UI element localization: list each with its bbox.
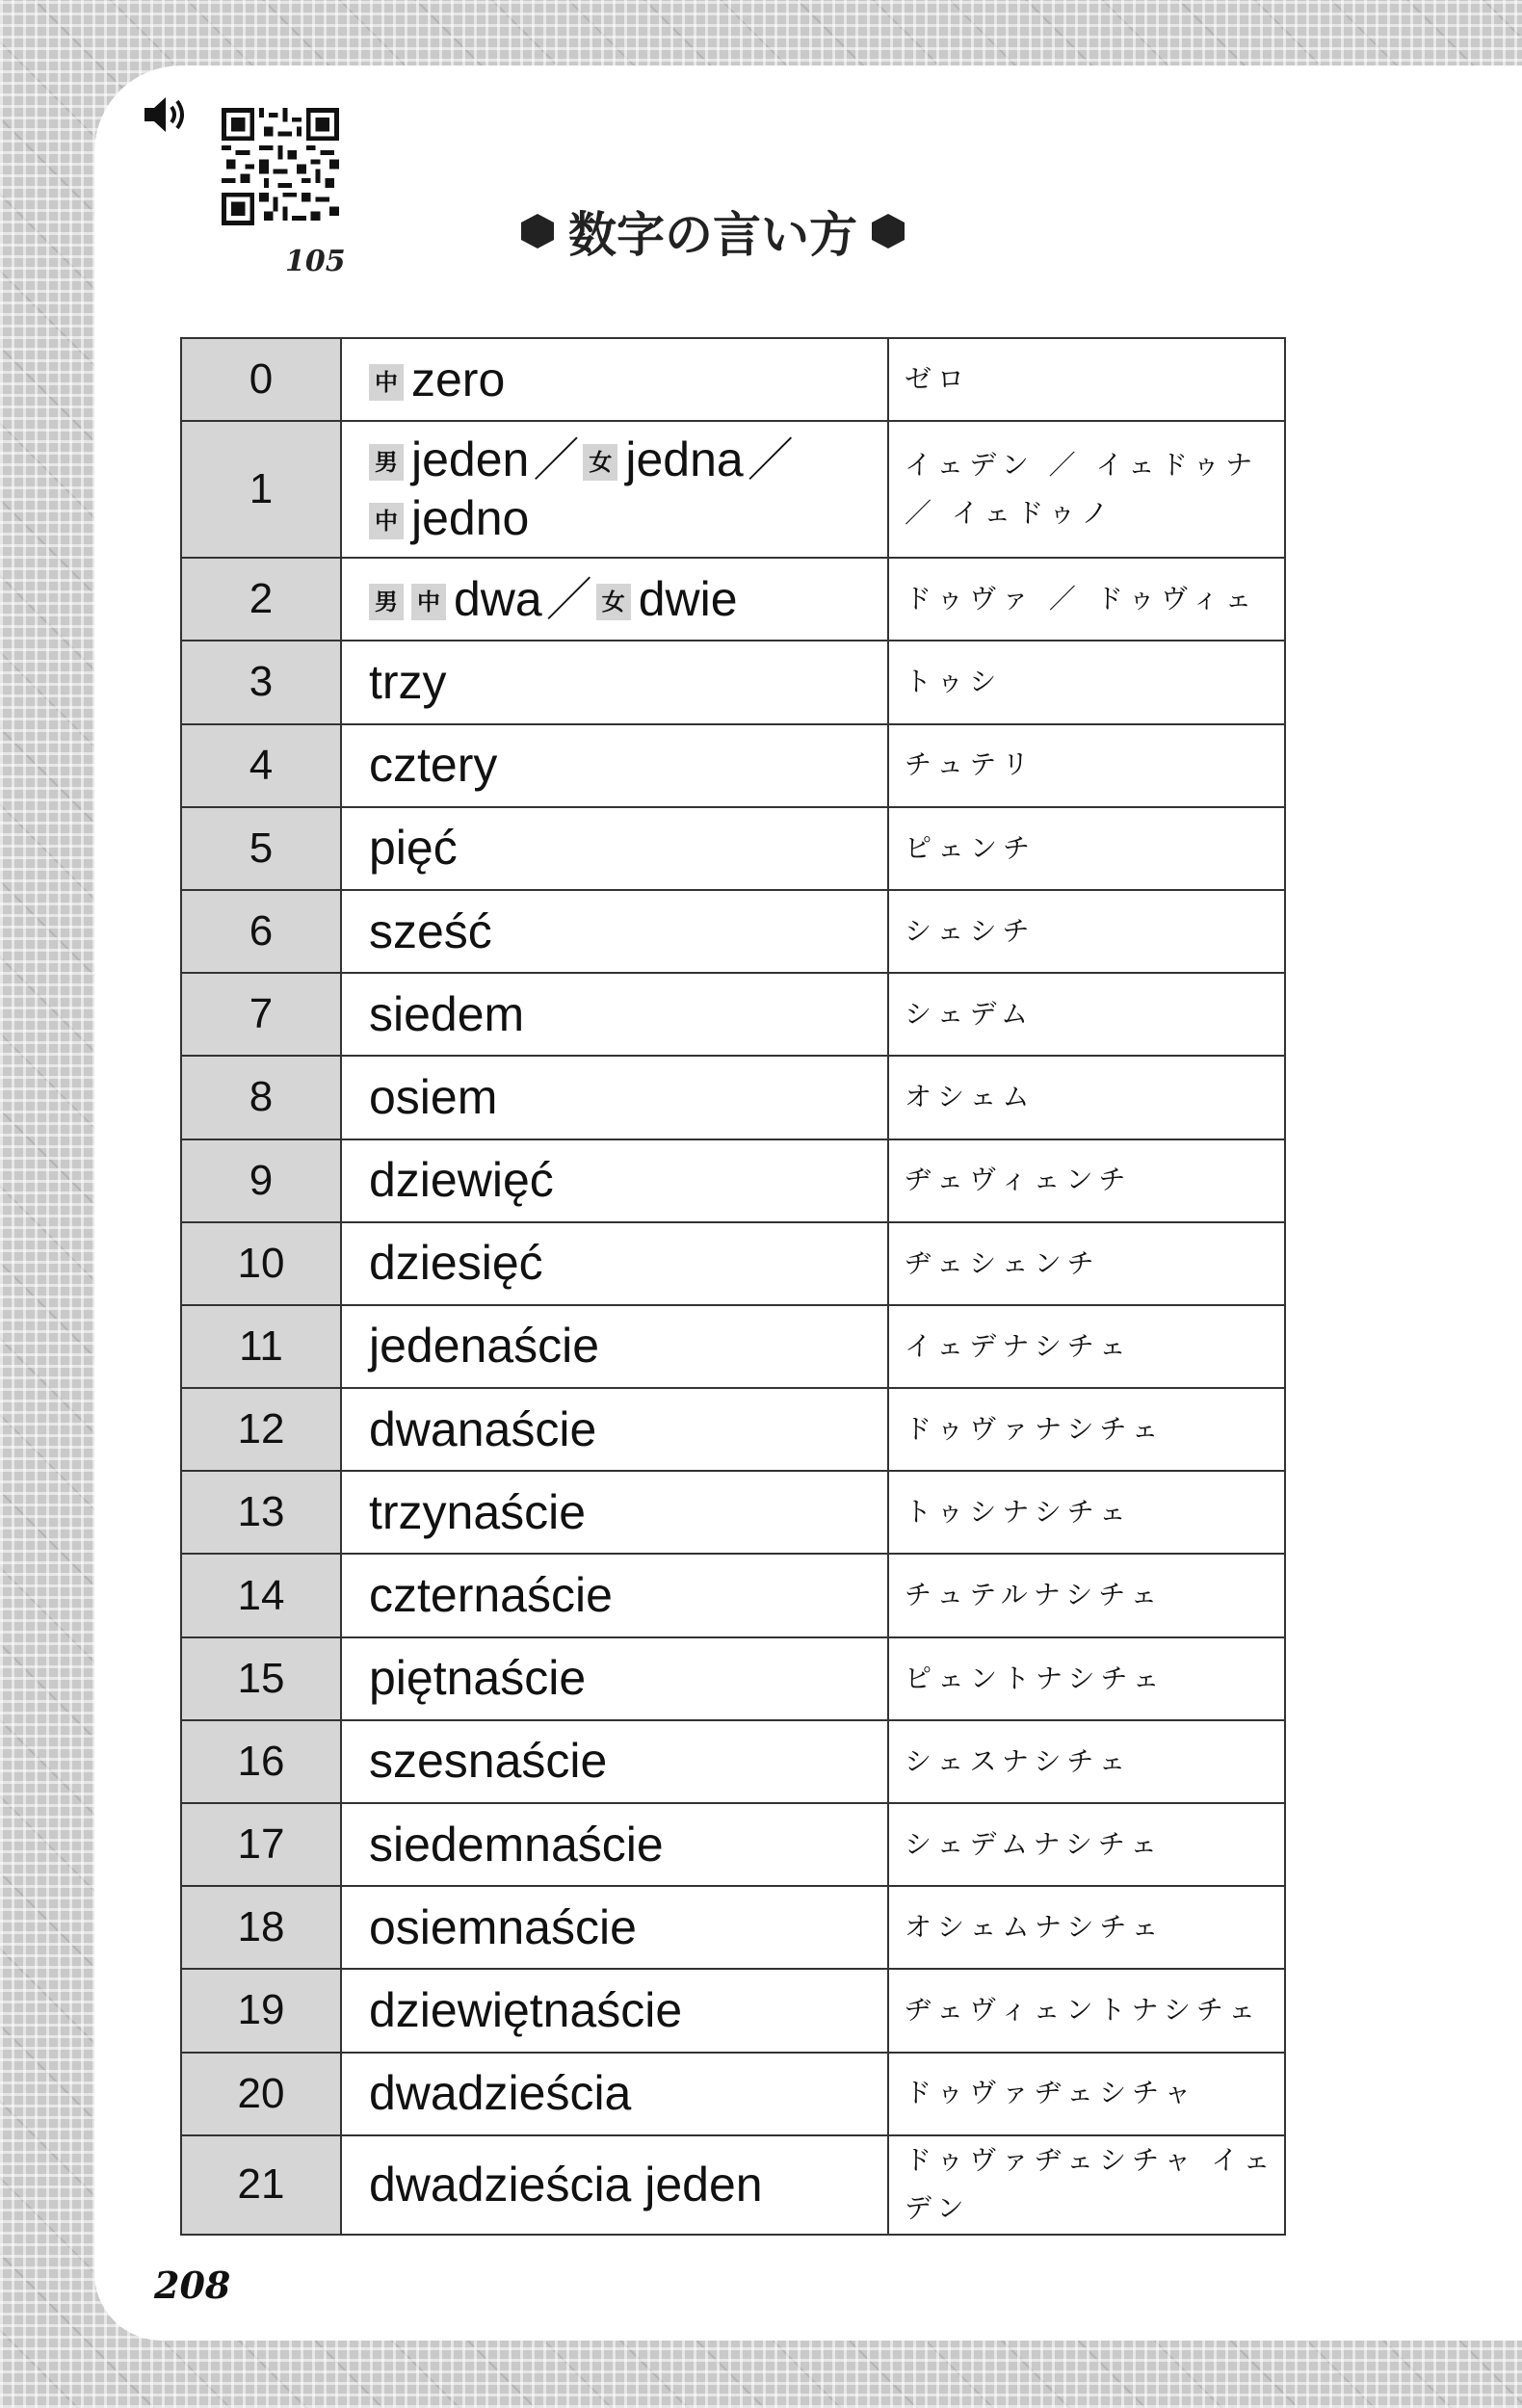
reading-cell: ドゥヴァヂェシチャ bbox=[888, 2053, 1285, 2135]
table-row bbox=[181, 1554, 1285, 1636]
polish-word-cell: dziewięć bbox=[341, 1139, 888, 1222]
reading-cell: シェデムナシチェ bbox=[888, 1803, 1285, 1886]
number-cell: 0 bbox=[181, 338, 341, 421]
polish-word: dwie bbox=[638, 571, 738, 626]
reading-cell: ドゥヴァヂェシチャ イェデン bbox=[888, 2135, 1285, 2235]
table-row bbox=[181, 2135, 1285, 2235]
reading-cell: シェデム bbox=[888, 973, 1285, 1056]
polish-word: jeden bbox=[411, 432, 530, 486]
reading-cell: イェデナシチェ bbox=[888, 1305, 1285, 1388]
reading-cell: トゥシナシチェ bbox=[888, 1471, 1285, 1554]
separator: ／ bbox=[545, 574, 592, 626]
polish-word-cell: siedemnaście bbox=[341, 1803, 888, 1886]
title-text: 数字の言い方 bbox=[568, 207, 857, 263]
table-row bbox=[181, 1471, 1285, 1554]
reading-cell: ヂェシェンチ bbox=[888, 1222, 1285, 1305]
reading-cell: オシェム bbox=[888, 1056, 1285, 1139]
polish-word-cell: piętnaście bbox=[341, 1637, 888, 1720]
number-cell: 18 bbox=[181, 1886, 341, 1969]
number-cell: 6 bbox=[181, 890, 341, 973]
table-row bbox=[181, 890, 1285, 973]
number-cell: 4 bbox=[181, 724, 341, 807]
table-row bbox=[181, 641, 1285, 723]
reading-cell: チュテリ bbox=[888, 724, 1285, 807]
page-title bbox=[520, 193, 905, 270]
reading-cell: ゼロ bbox=[888, 338, 1285, 421]
reading-cell: オシェムナシチェ bbox=[888, 1886, 1285, 1969]
reading-cell: チュテルナシチェ bbox=[888, 1554, 1285, 1636]
number-cell: 19 bbox=[181, 1969, 341, 2052]
polish-word-cell: pięć bbox=[341, 807, 888, 890]
gender-tag: 女 bbox=[583, 444, 617, 481]
polish-word-cell: trzy bbox=[341, 641, 888, 723]
polish-word-cell: cztery bbox=[341, 724, 888, 807]
polish-word-cell bbox=[341, 558, 888, 641]
table-row bbox=[181, 1969, 1285, 2052]
separator: ／ bbox=[747, 434, 794, 486]
number-cell: 2 bbox=[181, 558, 341, 641]
polish-word-cell: dziesięć bbox=[341, 1222, 888, 1305]
polish-word-cell: siedem bbox=[341, 973, 888, 1056]
polish-word-cell: osiemnaście bbox=[341, 1886, 888, 1969]
polish-word-cell: sześć bbox=[341, 890, 888, 973]
reading-cell: トゥシ bbox=[888, 641, 1285, 723]
table-row bbox=[181, 973, 1285, 1056]
polish-word-cell: dwadzieścia bbox=[341, 2053, 888, 2135]
reading-cell: ヂェヴィェンチ bbox=[888, 1139, 1285, 1222]
number-cell: 5 bbox=[181, 807, 341, 890]
table-row bbox=[181, 338, 1285, 421]
polish-word: zero bbox=[411, 352, 506, 406]
number-cell: 12 bbox=[181, 1388, 341, 1471]
reading-cell: シェシチ bbox=[888, 890, 1285, 973]
number-cell: 16 bbox=[181, 1720, 341, 1803]
gender-tag: 中 bbox=[369, 503, 404, 539]
gender-tag: 中 bbox=[411, 584, 446, 620]
polish-word-cell bbox=[341, 338, 888, 421]
polish-word-cell: dwadzieścia jeden bbox=[341, 2135, 888, 2235]
polish-word-cell: jedenaście bbox=[341, 1305, 888, 1388]
table-row bbox=[181, 724, 1285, 807]
polish-word-cell bbox=[341, 421, 888, 558]
hexagon-bullet-icon bbox=[871, 213, 905, 249]
reading-cell: シェスナシチェ bbox=[888, 1720, 1285, 1803]
separator: ／ bbox=[533, 434, 580, 486]
number-cell: 17 bbox=[181, 1803, 341, 1886]
table-row bbox=[181, 1886, 1285, 1969]
table-row bbox=[181, 1388, 1285, 1471]
reading-cell: ドゥヴァナシチェ bbox=[888, 1388, 1285, 1471]
reading-cell: イェデン ／ イェドゥナ ／ イェドゥノ bbox=[888, 421, 1285, 558]
numbers-table bbox=[180, 337, 1286, 2236]
gender-tag: 男 bbox=[369, 584, 404, 620]
polish-word-cell: osiem bbox=[341, 1056, 888, 1139]
table-row bbox=[181, 1637, 1285, 1720]
number-cell: 20 bbox=[181, 2053, 341, 2135]
table-row bbox=[181, 1139, 1285, 1222]
gender-tag: 中 bbox=[369, 364, 404, 401]
number-cell: 1 bbox=[181, 421, 341, 558]
polish-word: jedna bbox=[625, 432, 744, 486]
polish-word-cell: trzynaście bbox=[341, 1471, 888, 1554]
reading-cell: ヂェヴィェントナシチェ bbox=[888, 1969, 1285, 2052]
number-cell: 14 bbox=[181, 1554, 341, 1636]
table-row bbox=[181, 1803, 1285, 1886]
polish-word-cell: szesnaście bbox=[341, 1720, 888, 1803]
gender-tag: 女 bbox=[596, 584, 631, 620]
polish-word-cell: dziewiętnaście bbox=[341, 1969, 888, 2052]
number-cell: 3 bbox=[181, 641, 341, 723]
number-cell: 11 bbox=[181, 1305, 341, 1388]
table-row bbox=[181, 807, 1285, 890]
number-cell: 8 bbox=[181, 1056, 341, 1139]
number-cell: 10 bbox=[181, 1222, 341, 1305]
gender-tag: 男 bbox=[369, 444, 404, 481]
number-cell: 9 bbox=[181, 1139, 341, 1222]
table-row bbox=[181, 421, 1285, 558]
table-row bbox=[181, 2053, 1285, 2135]
audio-track-number: 105 bbox=[285, 245, 346, 278]
polish-word-cell: czternaście bbox=[341, 1554, 888, 1636]
polish-word: jedno bbox=[411, 491, 530, 546]
polish-word-cell: dwanaście bbox=[341, 1388, 888, 1471]
reading-cell: ドゥヴァ ／ ドゥヴィェ bbox=[888, 558, 1285, 641]
reading-cell: ピェントナシチェ bbox=[888, 1637, 1285, 1720]
table-row bbox=[181, 1222, 1285, 1305]
table-row bbox=[181, 558, 1285, 641]
reading-cell: ピェンチ bbox=[888, 807, 1285, 890]
qr-code-icon[interactable] bbox=[222, 108, 339, 225]
number-cell: 15 bbox=[181, 1637, 341, 1720]
number-cell: 13 bbox=[181, 1471, 341, 1554]
number-cell: 21 bbox=[181, 2135, 341, 2235]
hexagon-bullet-icon bbox=[520, 213, 555, 249]
number-cell: 7 bbox=[181, 973, 341, 1056]
polish-word: dwa bbox=[454, 571, 542, 626]
table-row bbox=[181, 1056, 1285, 1139]
table-row bbox=[181, 1720, 1285, 1803]
speaker-icon[interactable] bbox=[141, 92, 189, 137]
table-row bbox=[181, 1305, 1285, 1388]
page-number: 208 bbox=[154, 2264, 231, 2307]
